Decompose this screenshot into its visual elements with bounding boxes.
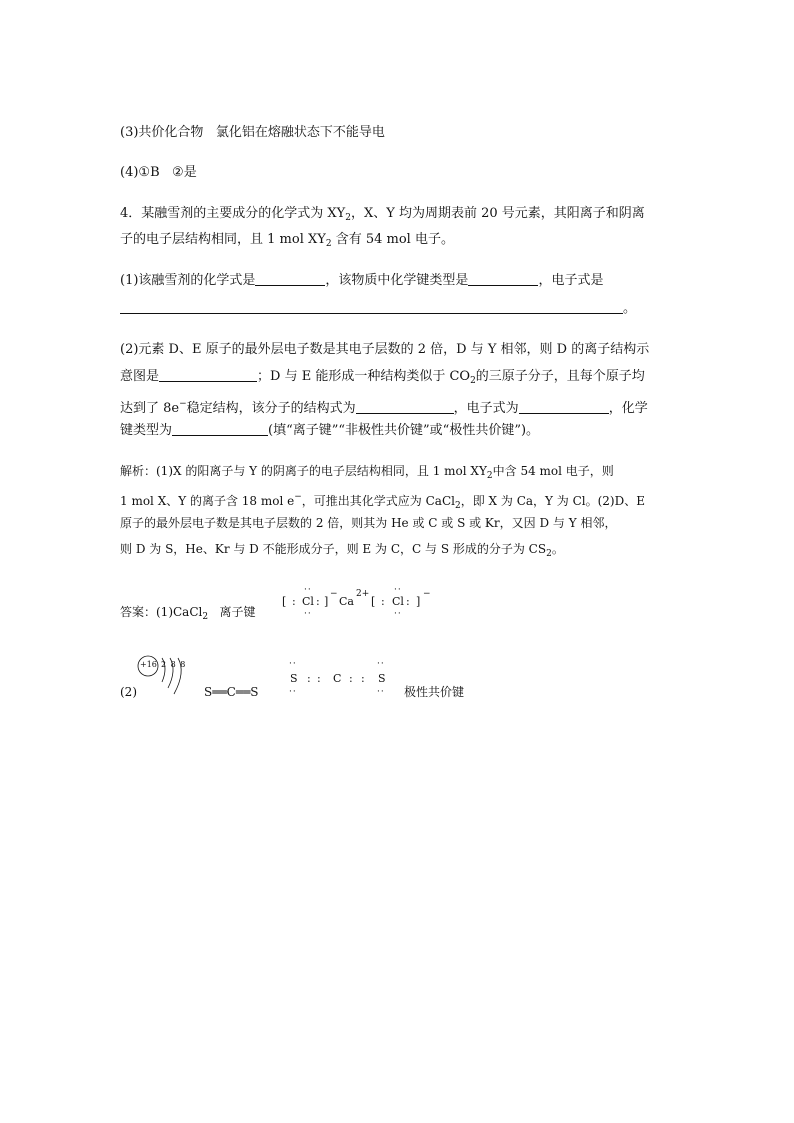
charge: −: [330, 589, 338, 599]
part-2-text: ，电子式为: [453, 401, 519, 416]
question-text: 含有 54 mol 电子。: [331, 232, 454, 247]
electron-dots: ··: [394, 585, 402, 595]
cs2-electron-formula: [287, 660, 397, 700]
subscript: 2: [546, 549, 552, 559]
question-number: 4．: [120, 206, 142, 221]
analysis-line-2: [120, 488, 645, 515]
question-line-2: [120, 231, 454, 253]
answer-blank[interactable]: [255, 272, 325, 286]
part-1-text: (1)该融雪剂的化学式是: [120, 273, 256, 288]
charge: 2+: [356, 589, 370, 599]
electron-dots: ··: [304, 585, 312, 595]
answer-blank[interactable]: [468, 272, 538, 286]
calcium-symbol: Ca: [339, 595, 354, 608]
analysis-line-4: [120, 540, 564, 563]
answer-blank[interactable]: [519, 400, 609, 414]
sulfur-ion-structure-diagram: [136, 654, 196, 696]
charge: −: [423, 589, 431, 599]
electron-dots: ··: [394, 609, 402, 619]
electron-dots: ··: [377, 687, 385, 697]
electron-dots: :: [292, 595, 296, 608]
part-2-line-2: [120, 368, 645, 390]
analysis-text: ，即 X 为 Ca，Y 为 Cl。(2)D、E: [460, 494, 645, 508]
subscript: 2: [454, 501, 461, 511]
analysis-text: 则 D 为 S，He、Kr 与 D 不能形成分子，则 E 为 C，C 与 S 形成的分子为 CS: [120, 542, 547, 556]
subscript: 2: [470, 376, 476, 386]
bracket: [: [282, 595, 287, 608]
electron-dots: :: [349, 672, 353, 685]
question-text: ，X、Y 均为周期表前 20 号元素，其阳离子和阴离: [351, 206, 645, 221]
sulfur-symbol: S: [290, 672, 298, 685]
question-text: 子的电子层结构相同，且 1 mol XY: [120, 232, 326, 247]
part-2-text: (填“离子键”“非极性共价键”或“极性共价键”)。: [268, 423, 540, 438]
answer-2-number: (2): [120, 685, 137, 699]
electron-dots: ··: [304, 609, 312, 619]
answer-3-line: [120, 124, 385, 142]
answer-blank[interactable]: [120, 300, 623, 314]
analysis-text: 解析：(1)X 的阳离子与 Y 的阴离子的电子层结构相同，且 1 mol XY: [120, 464, 487, 478]
answer-blank[interactable]: [356, 400, 454, 414]
answer-4-part1: ①B: [138, 165, 160, 180]
answer-blank[interactable]: [159, 368, 257, 382]
analysis-text: 原子的最外层电子数是其电子层数的 2 倍，则其为 He 或 C 或 S 或 Kr，又因 D 与 Y 相邻，: [120, 516, 617, 530]
electron-dots: ··: [289, 659, 297, 669]
electron-dots: :: [381, 595, 385, 608]
subscript: 2: [486, 471, 493, 481]
answer-text: 离子键: [219, 605, 256, 619]
answer-3-number: (3): [120, 125, 139, 140]
cs2-structural-formula: S══C══S: [204, 685, 259, 699]
superscript: −: [294, 492, 302, 502]
nucleus-charge: +16: [140, 660, 157, 669]
answer-blank[interactable]: [172, 422, 268, 436]
carbon-symbol: C: [333, 672, 342, 685]
subscript: 2: [345, 213, 351, 223]
sulfur-symbol: S: [378, 672, 386, 685]
answer-1-line: [120, 603, 256, 626]
question-text: 某融雪剂的主要成分的化学式为 XY: [141, 206, 346, 221]
analysis-text: ，可推出其化学式应为 CaCl: [301, 494, 455, 508]
analysis-line-3: [120, 514, 616, 532]
electron-dots: :: [406, 595, 410, 608]
electron-dots: ··: [377, 659, 385, 669]
bracket: ]: [324, 595, 329, 608]
subscript: 2: [325, 239, 332, 249]
bond-type-answer: 极性共价键: [404, 685, 465, 699]
chlorine-symbol: Cl: [392, 595, 404, 608]
analysis-text: 。: [551, 542, 564, 556]
part-2-text: 稳定结构，该分子的结构式为: [186, 401, 356, 416]
part-2-line-3: [120, 395, 648, 418]
analysis-text: 中含 54 mol 电子，则: [492, 464, 614, 478]
part-2-text: ；D 与 E 能形成一种结构类似于 CO: [257, 369, 471, 384]
bracket: ]: [416, 595, 421, 608]
electron-dots: :: [316, 595, 320, 608]
part-2-text: ，化学: [608, 401, 648, 416]
part-2-line-4: [120, 422, 539, 440]
answer-4-number: (4): [120, 165, 139, 180]
part-2-text: 达到了 8e: [120, 401, 180, 416]
part-1-blank-line: [120, 300, 636, 318]
electron-dots: :: [307, 672, 311, 685]
bracket: [: [371, 595, 376, 608]
period: 。: [623, 301, 637, 316]
part-2-line-1: [120, 341, 649, 359]
part-1-text: ，该物质中化学键类型是: [325, 273, 469, 288]
answer-text: 答案：(1)CaCl: [120, 605, 203, 619]
electron-dots: :: [317, 672, 321, 685]
subscript: 2: [202, 612, 209, 622]
part-2-text: 键类型为: [120, 423, 173, 438]
part-2-text: (2)元素 D、E 原子的最外层电子数是其电子层数的 2 倍，D 与 Y 相邻，则 D 的离子结构示: [120, 342, 650, 357]
analysis-text: 1 mol X、Y 的离子含 18 mol e: [120, 494, 295, 508]
part-2-text: 意图是: [120, 369, 160, 384]
answer-3-reason: 氯化铝在熔融状态下不能导电: [215, 125, 385, 140]
part-2-text: 的三原子分子，且每个原子均: [475, 369, 645, 384]
part-1-line: [120, 272, 603, 290]
answer-4-line: [120, 164, 197, 182]
chlorine-symbol: Cl: [302, 595, 314, 608]
answer-4-part2: ②是: [172, 165, 197, 180]
analysis-line-1: [120, 462, 614, 485]
superscript: −: [179, 399, 187, 409]
cacl2-electron-formula: [282, 586, 447, 620]
answer-3-text: 共价化合物: [138, 125, 204, 140]
part-1-text: ，电子式是: [538, 273, 604, 288]
shell-electrons: 2 8 8: [161, 660, 187, 669]
question-line-1: [120, 205, 645, 227]
electron-dots: ··: [289, 687, 297, 697]
electron-dots: :: [361, 672, 365, 685]
